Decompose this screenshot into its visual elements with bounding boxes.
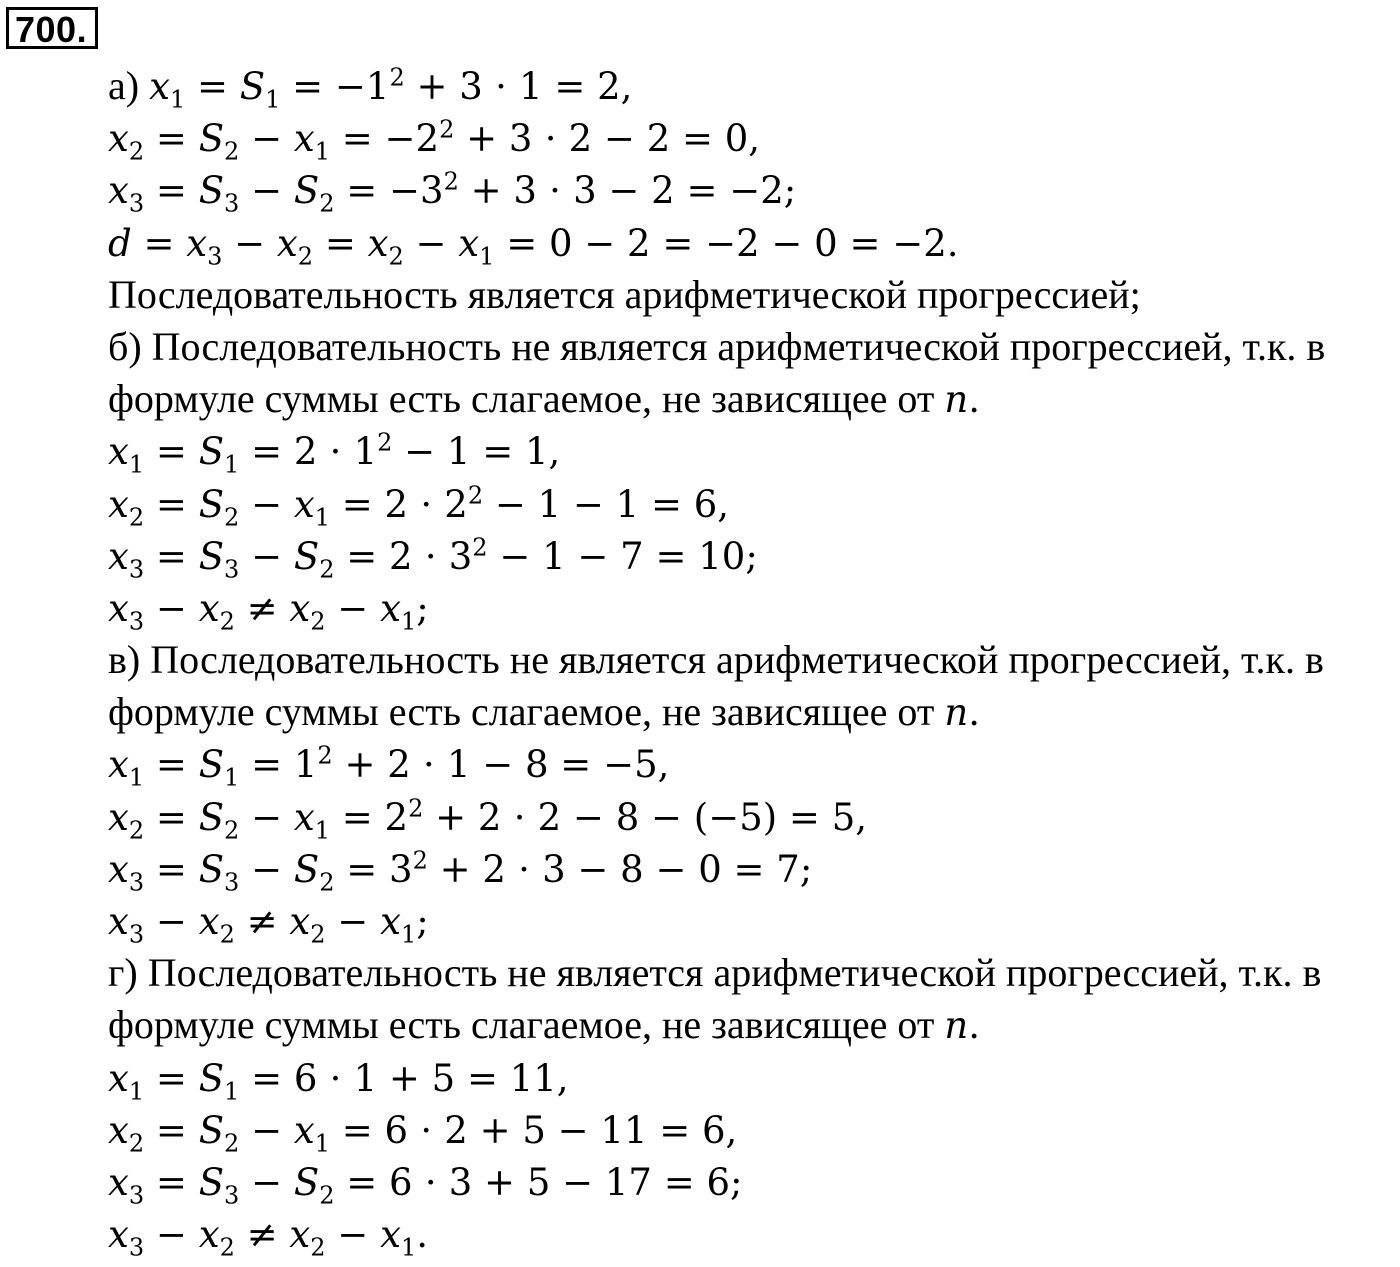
solution-line <box>108 843 1400 895</box>
solution-line <box>108 1104 1400 1156</box>
solution-line <box>108 269 1400 321</box>
solution-line <box>108 425 1400 477</box>
explanation-text: Последовательность не является арифметической прогрессией, т.к. в <box>151 323 1326 369</box>
explanation-text: Последовательность не является арифметической прогрессией, т.к. в <box>150 637 1324 683</box>
equation: $x_3 = S_3 - S_2 = 6 \cdot 3 + 5 - 17 = 6$; <box>108 1160 743 1210</box>
explanation-text: Последовательность не является арифметической прогрессией, т.к. в <box>147 950 1322 996</box>
solution-line <box>108 321 1400 373</box>
solution-line <box>108 1156 1400 1208</box>
solution-line <box>108 373 1400 425</box>
equation: $x_3 - x_2 \ne x_2 - x_1$; <box>108 900 429 949</box>
equation: $x_3 - x_2 \ne x_2 - x_1$. <box>108 1213 428 1262</box>
equation: $x_1 = S_1 = 6 \cdot 1 + 5 = 11$, <box>108 1056 569 1105</box>
equation: $x_1 = S_1 = -1^2 + 3 \cdot 1 = 2$, <box>149 63 633 114</box>
solution-line <box>108 1052 1400 1104</box>
solution-line <box>108 1208 1400 1260</box>
part-label: а) <box>108 63 150 108</box>
solution-line <box>108 530 1400 582</box>
explanation-text: формуле суммы есть слагаемое, не зависящее от <box>108 689 935 735</box>
solution-line <box>108 895 1400 947</box>
solution-line <box>108 217 1400 269</box>
problem-number: 700. <box>6 7 98 49</box>
equation: $x_1 = S_1 = 1^2 + 2 \cdot 1 - 8 = -5$, <box>108 742 670 792</box>
solution-line <box>108 999 1400 1051</box>
explanation-text: формуле суммы есть слагаемое, не зависящее от <box>108 1002 935 1048</box>
explanation-text: формуле суммы есть слагаемое, не зависящее от <box>108 376 935 422</box>
equation: $x_3 - x_2 \ne x_2 - x_1$; <box>108 586 429 636</box>
equation: $x_3 = S_3 - S_2 = -3^2 + 3 \cdot 3 - 2 = -2$; <box>108 168 797 218</box>
variable-n: n. <box>944 691 980 735</box>
equation: $x_3 = S_3 - S_2 = 2 \cdot 3^2 - 1 - 7 = 10$; <box>108 533 758 584</box>
solution-line <box>108 60 1400 112</box>
solution-line <box>108 478 1400 530</box>
solution-line <box>108 791 1400 843</box>
part-label: в) <box>108 637 151 683</box>
solution-line <box>108 582 1400 634</box>
equation: $x_2 = S_2 - x_1 = 2^2 + 2 \cdot 2 - 8 - (-5) = 5$, <box>108 794 867 845</box>
equation: $x_2 = S_2 - x_1 = 2 \cdot 2^2 - 1 - 1 = 6$, <box>108 481 730 531</box>
equation: $x_3 = S_3 - S_2 = 3^2 + 2 \cdot 3 - 8 - 0 = 7$; <box>108 846 813 897</box>
equation: $x_2 = S_2 - x_1 = 6 \cdot 2 + 5 - 11 = 6$, <box>108 1108 738 1158</box>
solution-line <box>108 112 1400 164</box>
solution-line <box>108 738 1400 790</box>
variable-n: n. <box>944 378 980 422</box>
part-label: г) <box>108 950 148 996</box>
explanation-text: Последовательность является арифметической прогрессией; <box>108 271 1141 317</box>
solution-content <box>108 60 1400 1260</box>
variable-n: n. <box>944 1004 980 1048</box>
solution-line <box>108 686 1400 738</box>
part-label: б) <box>108 323 152 369</box>
equation: $x_1 = S_1 = 2 \cdot 1^2 - 1 = 1$, <box>108 428 561 479</box>
solution-line <box>108 634 1400 686</box>
equation: $d = x_3 - x_2 = x_2 - x_1 = 0 - 2 = -2 - 0 = -2$. <box>108 221 959 270</box>
solution-line <box>108 947 1400 999</box>
solution-line <box>108 164 1400 216</box>
equation: $x_2 = S_2 - x_1 = -2^2 + 3 \cdot 2 - 2 = 0$, <box>108 115 761 166</box>
